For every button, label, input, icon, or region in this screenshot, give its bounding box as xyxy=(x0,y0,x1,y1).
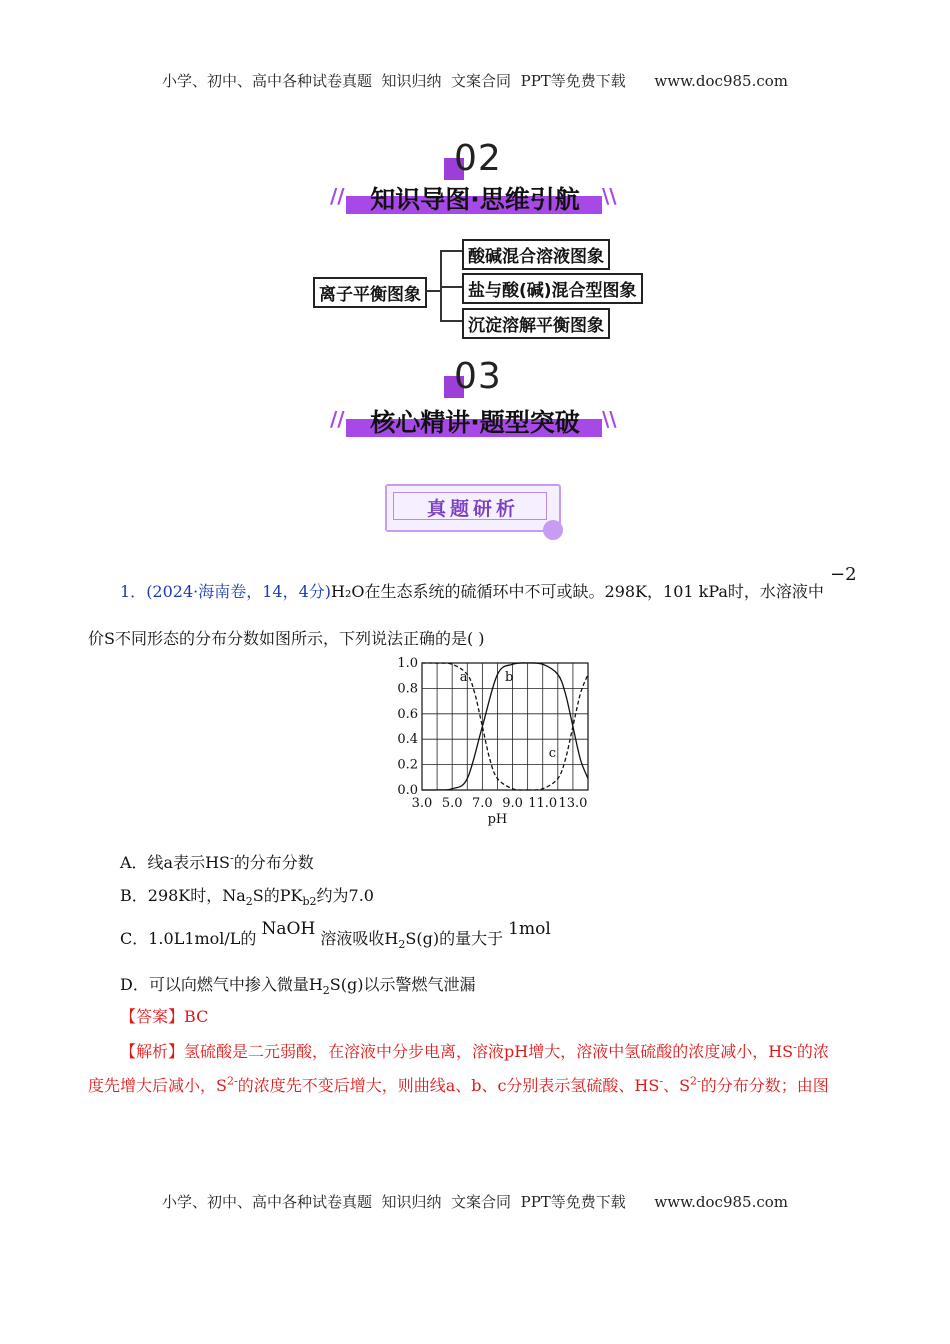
banner-title: 知识导图·思维引航 xyxy=(370,185,580,214)
option-a-sup: - xyxy=(230,851,234,865)
question-index: 1． xyxy=(120,582,147,601)
option-c-mid: 溶液吸收H xyxy=(320,929,399,948)
real-exam-tag xyxy=(385,484,563,534)
option-b-mid: S的PK xyxy=(252,886,303,905)
option-d-pre: D．可以向燃气中掺入微量H xyxy=(120,975,323,994)
analysis-sup-2b: - xyxy=(659,1074,664,1088)
option-d xyxy=(120,972,476,997)
mindmap-branch-1 xyxy=(440,250,462,252)
x-axis-label: pH xyxy=(487,812,508,827)
option-c-post: S(g)的量大于 xyxy=(405,929,504,948)
analysis-sup-2c: 2- xyxy=(690,1074,701,1088)
x-tick-label: 13.0 xyxy=(558,796,588,811)
question-source: (2024·海南卷，14，4分) xyxy=(146,582,332,601)
header-text: 小学、初中、高中各种试卷真题 知识归纳 文案合同 PPT等免费下载 xyxy=(161,72,626,90)
answer-line xyxy=(120,1004,208,1027)
option-b-post: 约为7.0 xyxy=(316,886,374,905)
mindmap-child-1: 酸碱混合溶液图象 xyxy=(462,239,610,270)
analysis-text-2a: 度先增大后减小，S xyxy=(88,1076,227,1095)
option-b-sub2: b2 xyxy=(302,895,317,909)
page-header xyxy=(0,70,950,91)
mindmap-child-2: 盐与酸(碱)混合型图象 xyxy=(462,273,643,304)
option-a-post: 的分布分数 xyxy=(233,853,314,872)
x-tick-label: 5.0 xyxy=(441,796,463,811)
y-tick-label: 0.8 xyxy=(397,681,418,697)
footer-text: 小学、初中、高中各种试卷真题 知识归纳 文案合同 PPT等免费下载 xyxy=(161,1193,626,1211)
banner-slash-right: \\ xyxy=(602,184,617,208)
option-b-sub1: 2 xyxy=(245,895,253,909)
chart-ticks xyxy=(397,656,587,811)
y-tick-label: 0.6 xyxy=(397,706,418,722)
option-b xyxy=(120,883,374,908)
option-d-post: S(g)以示警燃气泄漏 xyxy=(329,975,476,994)
question-line-1 xyxy=(120,579,824,602)
y-tick-label: 0.4 xyxy=(397,732,418,748)
series-label-a: a xyxy=(459,669,468,685)
footer-url: www.doc985.com xyxy=(654,1193,788,1211)
question-line-2: 价S不同形态的分布分数如图所示，下列说法正确的是( ) xyxy=(88,629,485,648)
option-c-sub: 2 xyxy=(398,938,406,952)
analysis-label: 【解析】 xyxy=(120,1042,185,1061)
x-tick-label: 9.0 xyxy=(502,796,523,811)
x-tick-label: 3.0 xyxy=(411,796,433,811)
option-c xyxy=(120,919,551,952)
tag-decor-dot xyxy=(543,520,563,540)
question-h2o: H₂O xyxy=(331,582,365,601)
section-number-02 xyxy=(440,138,510,182)
series-label-c: c xyxy=(548,745,557,761)
mindmap-branch-3 xyxy=(440,320,462,322)
section-number-text: 03 xyxy=(454,356,502,397)
option-c-naoh: NaOH xyxy=(261,919,316,939)
section-banner-knowledge-map xyxy=(330,180,620,220)
answer-label: 【答案】 xyxy=(120,1007,185,1026)
analysis-text-2c: 、S xyxy=(663,1076,691,1095)
y-tick-label: 1.0 xyxy=(397,656,418,671)
distribution-chart xyxy=(390,650,610,830)
x-tick-label: 7.0 xyxy=(472,796,493,811)
option-c-pre: C．1.0L1mol/L的 xyxy=(120,929,257,948)
mindmap-child-3: 沉淀溶解平衡图象 xyxy=(462,308,610,339)
page-footer xyxy=(0,1191,950,1212)
analysis-text-2d: 的分布分数；由图 xyxy=(700,1076,829,1095)
option-a xyxy=(120,850,314,873)
question-neg2: −2 xyxy=(830,564,857,585)
mindmap-branch-2 xyxy=(440,286,462,288)
banner-slash-left: // xyxy=(330,407,345,431)
y-tick-label: 0.2 xyxy=(397,757,418,773)
question-text-1: 在生态系统的硫循环中不可或缺。298K，101 kPa时，水溶液中 xyxy=(364,582,824,601)
header-url: www.doc985.com xyxy=(654,72,788,90)
tag-text: 真题研析 xyxy=(426,498,519,520)
series-label-b: b xyxy=(505,669,514,685)
analysis-text-2b: 的浓度先不变后增大，则曲线a、b、c分别表示氢硫酸、HS xyxy=(237,1076,660,1095)
option-c-mol: 1mol xyxy=(508,919,551,939)
analysis-text-1b: 的浓 xyxy=(796,1042,829,1061)
x-tick-label: 11.0 xyxy=(528,796,558,811)
y-tick-label: 0.0 xyxy=(397,783,418,798)
analysis-sup-1: - xyxy=(793,1040,797,1054)
answer-value: BC xyxy=(184,1007,209,1026)
section-banner-core xyxy=(330,403,620,443)
banner-slash-left: // xyxy=(330,184,345,208)
section-number-text: 02 xyxy=(454,138,502,179)
mindmap-root: 离子平衡图象 xyxy=(313,277,427,308)
analysis-text-1a: 氢硫酸是二元弱酸，在溶液中分步电离，溶液pH增大，溶液中氢硫酸的浓度减小，HS xyxy=(184,1042,794,1061)
option-a-pre: A．线a表示HS xyxy=(120,853,231,872)
banner-slash-right: \\ xyxy=(602,407,617,431)
mindmap-connector xyxy=(425,290,441,292)
section-number-03 xyxy=(440,356,510,400)
banner-title: 核心精讲·题型突破 xyxy=(370,408,580,437)
analysis-line-2 xyxy=(88,1073,829,1096)
option-b-pre: B．298K时，Na xyxy=(120,886,246,905)
option-d-sub: 2 xyxy=(322,984,330,998)
analysis-line-1 xyxy=(120,1039,829,1062)
analysis-sup-2a: 2- xyxy=(226,1074,238,1088)
